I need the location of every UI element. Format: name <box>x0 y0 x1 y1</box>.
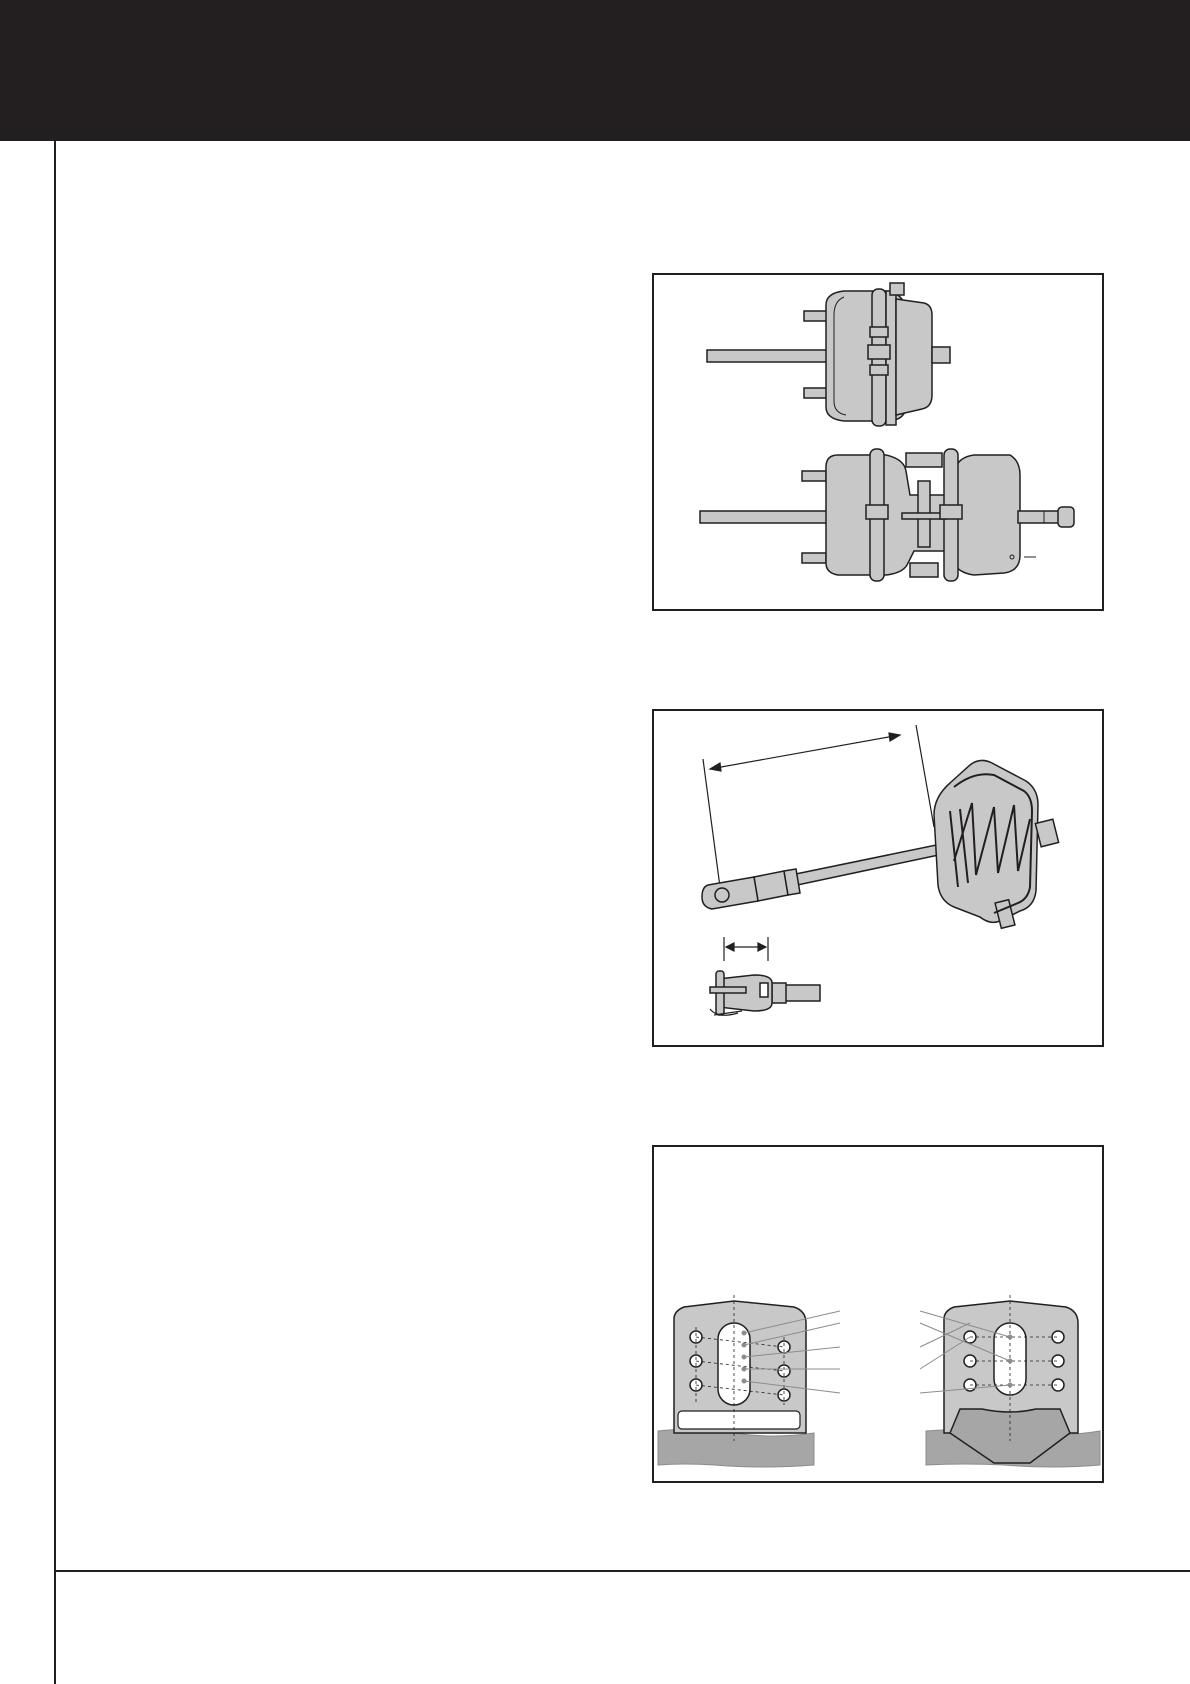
clamp-bolt <box>866 505 888 519</box>
brake-chamber-side-views-drawing <box>654 275 1102 609</box>
left-margin-rule <box>54 141 56 1684</box>
release-tool <box>1018 511 1062 523</box>
pushrod <box>786 843 948 887</box>
mounting-stud <box>802 471 826 481</box>
figure-brake-chamber-types <box>652 273 1104 611</box>
port-fitting <box>1035 819 1058 847</box>
clevis-pin-shank <box>710 987 746 993</box>
clevis <box>702 877 758 909</box>
pushrod-end <box>784 985 820 1001</box>
mounting-hole <box>1052 1355 1064 1367</box>
figure-pushrod-length-measurement <box>652 709 1104 1047</box>
air-port <box>890 283 904 295</box>
clamp-nut <box>870 365 888 375</box>
footer-rule <box>54 1570 1190 1572</box>
figure-bracket-mounting-holes <box>652 1145 1104 1483</box>
air-port <box>906 453 942 467</box>
axle-surface-left <box>658 1429 814 1467</box>
clevis-nut <box>754 871 788 901</box>
mounting-stud <box>804 311 828 321</box>
clamp-bolt <box>940 505 962 519</box>
mounting-stud <box>802 553 826 563</box>
release-tool-nut <box>1058 507 1074 527</box>
chamber-housing <box>934 760 1038 922</box>
mounting-bracket-hole-patterns-drawing <box>654 1147 1102 1481</box>
chamber-cover <box>896 299 932 415</box>
mounting-stud <box>804 388 828 398</box>
clevis-nut <box>772 983 786 1003</box>
clevis-hole <box>715 888 729 902</box>
mounting-hole <box>1052 1379 1064 1391</box>
clamp-bolt <box>868 345 890 359</box>
clamp-nut <box>870 327 888 337</box>
header-band <box>0 0 1190 141</box>
spring-brake-cutaway-drawing <box>654 711 1102 1045</box>
mounting-hole <box>1052 1331 1064 1343</box>
port-fitting <box>932 347 950 363</box>
release-nut <box>910 563 938 577</box>
